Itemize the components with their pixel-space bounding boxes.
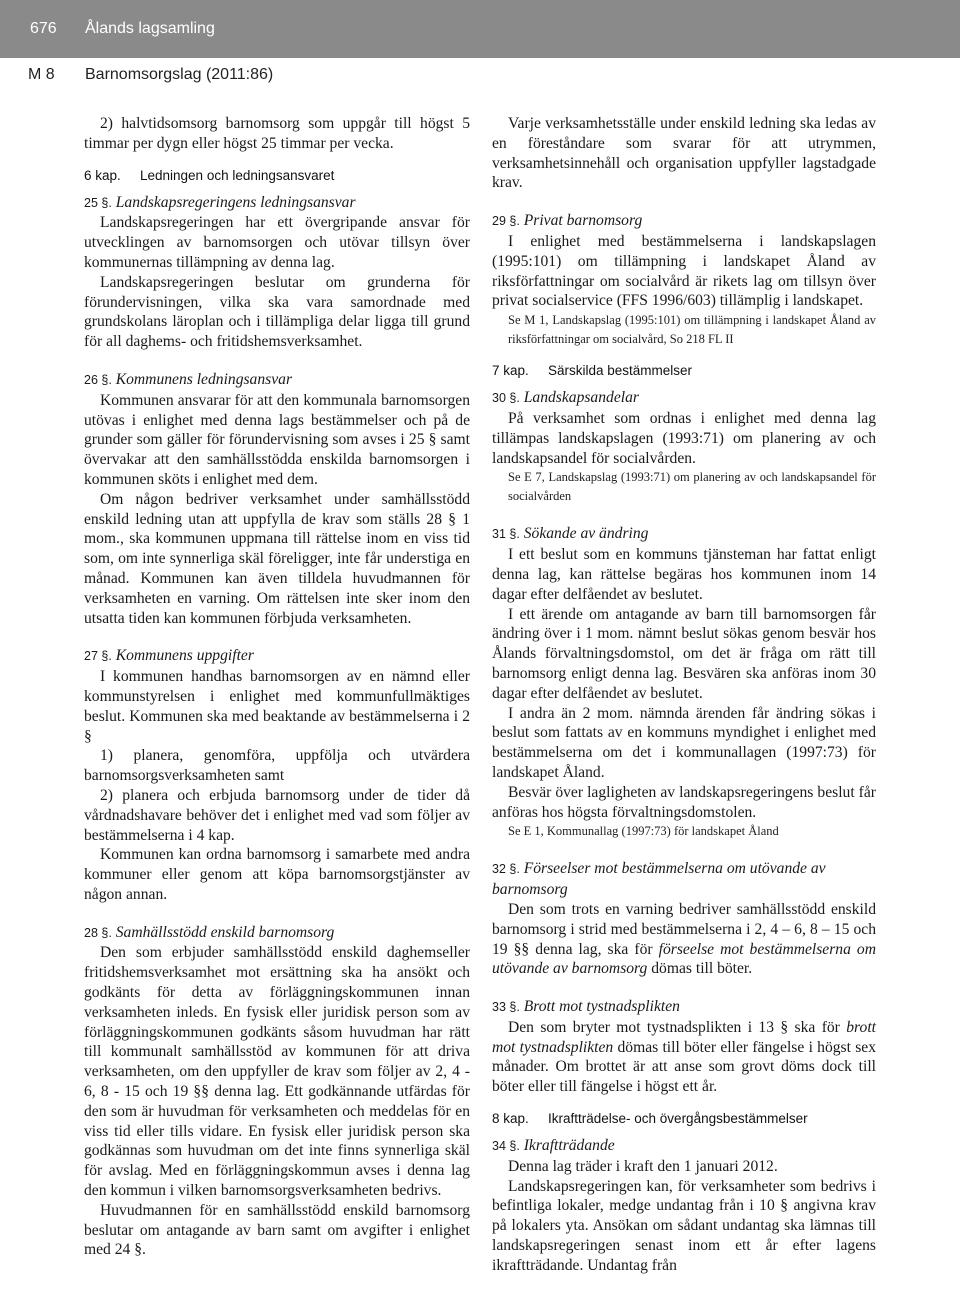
paragraph-text: dömas till böter.: [651, 960, 753, 978]
section-heading: [84, 646, 470, 667]
section-number: 31 §.: [492, 527, 520, 542]
paragraph: 2) halvtidsomsorg barnomsorg som uppgår till högst 5 timmar per dygn eller högst 25 timmar per vecka.: [84, 115, 470, 152]
section-heading: [492, 388, 876, 409]
paragraph-text: Den som trots en varning bedriver samhällsstödd enskild barnomsorg i strid med bestämmelserna i 2, 4 – 6, 8 – 15 och 19 §§ denna lag, ska för: [492, 900, 876, 958]
paragraph: Huvudmannen för en samhällsstödd enskild barnomsorg beslutar om antagande av barn samt om avgifter i enlighet med 24 §.: [84, 1201, 470, 1259]
chapter-heading: [492, 1111, 876, 1126]
reference-note: Se E 7, Landskapslag (1993:71) om planering av och landskapsandel för socialvården: [508, 470, 876, 504]
paragraph-text: dömas till böter eller fängelse i högst sex månader. Om brottet är att anse som grovt döms dock till böter eller till fängelse i högst ett år.: [492, 1038, 877, 1096]
paragraph: Den som erbjuder samhällsstödd enskild daghemseller fritidshemsverksamhet mot ersättning ska ha ansökt och godkänts för detta av förläggningskommunen innan verksamheten inleds. En fysisk eller juridisk person som av förläggningskommunen godkänts såsom huvudman har rätt till kommunalt samhällsstöd av kommunen för att driva verksamheten, om den uppfyller de krav som följer av 2, 4 - 6, 8 - 15 och 19 §§ denna lag. Ett godkännande utfärdas för den som är huvudman för verksamheten och meddelas för en viss tid eller tills vidare. En fysisk eller juridisk person ska godkännas som huvudman om det inte finns synnerliga skäl för avslag. Med en förläggningskommun avses i denna lag den kommun i vilken barnomsorgsverksamheten bedrivs.: [84, 944, 470, 1200]
list-item: 2) planera och erbjuda barnomsorg under de tider då vårdnadshavare behöver det i enlighet med vad som följer av bestämmelserna i 4 kap.: [84, 786, 470, 844]
section-title: Ikraftträdande: [523, 1137, 615, 1155]
chapter-title: Ledningen och ledningsansvaret: [140, 167, 335, 183]
section-number: 25 §.: [84, 195, 112, 210]
reference-note: Se E 1, Kommunallag (1997:73) för landskapet Åland: [508, 824, 779, 839]
paragraph: Denna lag träder i kraft den 1 januari 2012.: [508, 1157, 778, 1175]
section-title: Samhällsstödd enskild barnomsorg: [115, 923, 335, 941]
section-heading: [84, 193, 470, 214]
publication-title: Ålands lagsamling: [85, 20, 215, 37]
section-title: Privat barnomsorg: [523, 212, 643, 230]
section-heading: [84, 370, 470, 391]
law-title: Barnomsorgslag (2011:86): [85, 66, 274, 83]
section-title: Sökande av ändring: [523, 525, 649, 543]
section-number: 29 §.: [492, 214, 520, 229]
paragraph: Besvär över lagligheten av landskapsregeringens beslut får anföras hos högsta förvaltningsdomstolen.: [492, 783, 876, 821]
page-number: 676: [30, 20, 57, 37]
section-title: Landskapsregeringens ledningsansvar: [115, 193, 356, 211]
paragraph-text: Den som bryter mot tystnadsplikten i 13 § ska för: [508, 1018, 840, 1036]
paragraph: I kommunen handhas barnomsorgen av en nämnd eller kommunstyrelsen i enlighet med kommunfullmäktiges beslut. Kommunen ska med beaktande av bestämmelserna i 2 §: [84, 668, 470, 745]
section-number: 28 §.: [84, 925, 112, 940]
section-heading: [492, 859, 876, 900]
section-number: 32 §.: [492, 862, 520, 877]
section-number: 27 §.: [84, 649, 112, 664]
section-heading: [84, 923, 470, 944]
offense-name: brott mot tystnadsplikten: [492, 1018, 876, 1056]
list-item: 1) planera, genomföra, uppfölja och utvärdera barnomsorgsverksamheten samt: [84, 747, 470, 785]
paragraph: Landskapsregeringen har ett övergripande ansvar för utvecklingen av barnomsorgen och utövar tillsyn över kommunernas tillämpning av denna lag.: [84, 214, 470, 271]
section-heading: [492, 1136, 876, 1157]
paragraph: [492, 900, 876, 979]
chapter-heading: [84, 168, 470, 183]
right-column: [492, 114, 876, 1276]
section-number: 26 §.: [84, 372, 112, 387]
paragraph: Landskapsregeringen beslutar om grunderna för förundervisningen, vilka ska vara samordnade med grundskolans läroplan och i tillämpliga delar ligga till grund för all daghems- och fritidshemsverksamhet.: [84, 273, 470, 351]
paragraph: I enlighet med bestämmelserna i landskapslagen (1995:101) om tillämpning i landskapet Åland av riksförfattningar om socialvård är rikets lag om tillsyn över privat socialservice (FFS 1996/603) tillämplig i landskapet.: [492, 232, 876, 310]
section-title: Kommunens ledningsansvar: [115, 370, 293, 388]
chapter-number: 8 kap.: [492, 1111, 529, 1127]
paragraph: På verksamhet som ordnas i enlighet med denna lag tillämpas landskapslagen (1993:71) om planering av och landskapsandel för socialvården.: [492, 409, 876, 467]
law-header: [0, 66, 960, 88]
chapter-number: 6 kap.: [84, 167, 121, 183]
section-heading: [492, 997, 876, 1018]
section-number: 33 §.: [492, 1000, 520, 1015]
paragraph: Landskapsregeringen kan, för verksamheter som bedrivs i befintliga lokaler, medge undantag från i 10 § angivna krav på lokalers yta. Ansökan om sådant undantag ska lämnas till landskapsregeringen senast inom ett år efter lagens ikraftträdande. Undantag från: [492, 1177, 876, 1274]
left-column: [84, 114, 470, 1260]
chapter-title: Särskilda bestämmelser: [548, 363, 693, 379]
offense-name: förseelse mot bestämmelserna om utövande av barnomsorg: [492, 940, 876, 978]
page-header-bar: [0, 0, 960, 58]
paragraph: Om någon bedriver verksamhet under samhällsstödd enskild ledning utan att uppfylla de krav som ställs 28 § 1 mom., ska kommunen uppmana till rättelse inom en viss tid som, om inte synnerliga skäl föreligger, inte får understiga en månad. Kommunen kan även tilldela huvudmannen för verksamheten en varning. Om rättelsen inte sker inom den utsatta tiden kan kommunen förbjuda verksamheten.: [84, 490, 470, 627]
paragraph: I ett ärende om antagande av barn till barnomsorgen får ändring över i 1 mom. nämnt beslut sökas genom besvär hos Ålands förvaltningsdomstol, om det är fråga om rätt till barnomsorg enligt denna lag. Besvären ska anföras inom 30 dagar efter delfåendet av beslutet.: [492, 605, 876, 702]
reference-note: Se M 1, Landskapslag (1995:101) om tillämpning i landskapet Åland av riksförfattningar om socialvård, So 218 FL II: [508, 313, 876, 347]
paragraph: I andra än 2 mom. nämnda ärenden får ändring sökas i beslut som fattats av en kommuns myndighet i enlighet med bestämmelserna om det i kommunallagen (1997:73) för landskapet Åland.: [492, 704, 876, 781]
paragraph: Varje verksamhetsställe under enskild ledning ska ledas av en föreståndare som svarar för att utrymmen, verksamhetsinnehåll och organisation uppfyller lagstadgade krav.: [492, 115, 876, 192]
paragraph: [492, 1018, 876, 1097]
section-title: Brott mot tystnadsplikten: [523, 998, 680, 1016]
section-heading: [492, 524, 876, 545]
chapter-title: Ikraftträdelse- och övergångsbestämmelser: [548, 1111, 808, 1127]
section-title: Förseelser mot bestämmelserna om utövande av barnomsorg: [492, 860, 826, 899]
paragraph: Kommunen ansvarar för att den kommunala barnomsorgen utövas i enlighet med denna lags bestämmelser och på de grunder som gäller för förundervisning som avses i 25 § samt övervakar att den samhällsstödda enskilda barnomsorgen i kommunen sköts i enlighet med dem.: [84, 391, 470, 488]
chapter-number: 7 kap.: [492, 363, 529, 379]
section-heading: [492, 211, 876, 232]
section-number: 34 §.: [492, 1139, 520, 1154]
paragraph: I ett beslut som en kommuns tjänsteman har fattat enligt denna lag, kan rättelse begäras hos kommunen inom 14 dagar efter delfåendet av beslutet.: [492, 546, 876, 603]
section-code: M 8: [28, 66, 55, 83]
chapter-heading: [492, 363, 876, 378]
section-number: 30 §.: [492, 391, 520, 406]
section-title: Landskapsandelar: [523, 389, 639, 407]
section-title: Kommunens uppgifter: [115, 647, 254, 665]
paragraph: Kommunen kan ordna barnomsorg i samarbete med andra kommuner eller genom att köpa barnomsorgstjänster av någon annan.: [84, 846, 470, 903]
